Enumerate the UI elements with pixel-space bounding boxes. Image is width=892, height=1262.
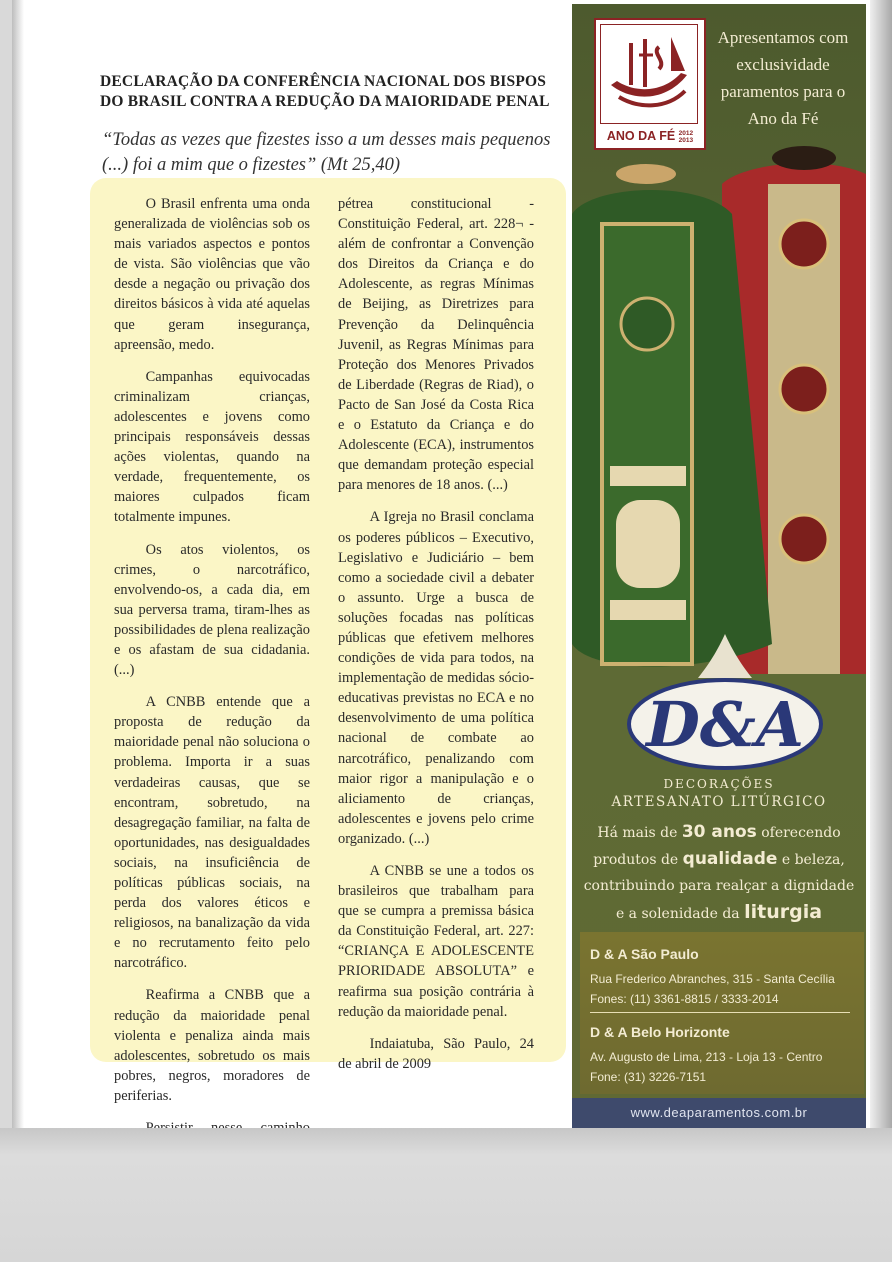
store-addresses	[580, 932, 864, 1094]
ad-intro-text: Apresentamos com exclusividade paramentos para o Ano da Fé	[717, 28, 849, 128]
ad-decoracoes: DECORAÇÕES	[663, 777, 775, 791]
page-edge-shadow	[870, 0, 892, 1128]
sp-store-address: Rua Frederico Abranches, 315 - Santa Cecília	[590, 972, 835, 986]
bh-store-title: D & A Belo Horizonte	[590, 1024, 730, 1040]
article-signature-date: Indaiatuba, São Paulo, 24 de abril de 2009	[338, 1035, 534, 1072]
ihs-boat-emblem-icon	[601, 25, 697, 123]
ad-website: www.deaparamentos.com.br	[572, 1098, 866, 1128]
article-column-1	[114, 194, 310, 1190]
paragraph: A Igreja no Brasil conclama os poderes públicos – Executivo, Legislativo e Judiciário – bem como a sociedade civil a debater o assunto. Urge a busca de soluções focadas nas políticas públicas que efetivem melhores condições de vida para todos, na implementação de medidas sócio-educativas previstas no ECA e no desenvolvimento de uma política nacional de combate ao narcotráfico, penalizando com maior rigor a manipulação e o aliciamento de crianças, adolescentes e jovens pelo crime organizado. (...)	[338, 509, 534, 847]
paragraph: O Brasil enfrenta uma onda generalizada de violências sob os mais variados aspectos e pontos de vista. São violências que vão desde a negação ou privação dos direitos básicos à vida até aquelas que geram insegurança, apreensão, medo.	[114, 196, 310, 353]
paragraph: Os atos violentos, os crimes, o narcotráfico, envolvendo-os, a cada dia, em sua perversa trama, tiram-lhes as possibilidades de plena realização e os afastam de sua cidadania. (...)	[114, 541, 310, 679]
logo-caption: ANO DA FÉ 2012 2013	[606, 129, 694, 144]
sp-store-phone: Fones: (11) 3361-8815 / 3333-2014	[590, 992, 779, 1006]
bh-store-address: Av. Augusto de Lima, 213 - Loja 13 - Centro	[590, 1050, 823, 1064]
ano-da-fe-logo	[594, 18, 706, 150]
advertisement	[572, 4, 866, 1128]
brand-mark: D&A	[646, 688, 804, 761]
paragraph: A CNBB entende que a proposta de redução da maioridade penal não soluciona o problema. Importa ir a suas verdadeiras causas, que se encontram, sobretudo, na desagregação familiar, na falta de oportunidades, nas desigualdades sociais, na insuficiência de políticas públicas sociais, na perda dos valores éticos e religiosos, na banalização da vida e no recrutamento feito pelo narcotráfico.	[114, 694, 310, 972]
paragraph: A CNBB se une a todos os brasileiros que trabalham para que se cumpra a premissa básica da Constituição Federal, art. 227: “CRIANÇA E ADOLESCENTE PRIORIDADE ABSOLUTA” e reafirma sua posição contrária à redução da maioridade penal.	[338, 863, 534, 1020]
page-binding-shadow	[12, 0, 24, 1128]
ad-artesanato: ARTESANATO LITÚRGICO	[611, 794, 827, 810]
article-column-2	[338, 194, 534, 1086]
bh-store-phone: Fone: (31) 3226-7151	[590, 1070, 707, 1084]
scan-background	[0, 1128, 892, 1262]
ad-tagline: Há mais de 30 anos oferecendo produtos de qualidade e beleza, contribuindo para realçar a dignidade e a solenidade da liturgia	[583, 822, 855, 923]
paragraph-continued: pétrea constitucional - Constituição Federal, art. 228¬ - além de confrontar a Convenção dos Direitos da Criança e do Adolescente, as regras Mínimas de Beijing, as Diretrizes para Prevenção da Delinquência Juvenil, as Regras Mínimas para Proteção dos Menores Privados de Liberdade (Regras de Riad), o Pacto de San José da Costa Rica e o Estatuto da Criança e do Adolescente (ECA), instrumentos que demandam proteção especial para menores de 18 anos. (...)	[338, 196, 534, 494]
sp-store-title: D & A São Paulo	[590, 946, 699, 962]
paragraph: Reafirma a CNBB que a redução da maioridade penal violenta e penaliza ainda mais adolescentes, sobretudo os mais pobres, negros, moradores de periferias.	[114, 987, 310, 1104]
paragraph: Campanhas equivocadas criminalizam crianças, adolescentes e jovens como principais responsáveis dessas ações violentas, quando na verdade, frequentemente, os maiores culpados ficam totalmente impunes.	[114, 368, 310, 526]
d-and-a-logo	[620, 634, 830, 774]
article-epigraph: “Todas as vezes que fizestes isso a um desses mais pequenos (...) foi a mim que o fizestes” (Mt 25,40)	[102, 130, 551, 175]
address-divider	[590, 1012, 850, 1013]
vestments-photo	[572, 144, 866, 674]
article-headline: DECLARAÇÃO DA CONFERÊNCIA NACIONAL DOS BISPOS DO BRASIL CONTRA A REDUÇÃO DA MAIORIDADE PENAL	[100, 73, 550, 110]
